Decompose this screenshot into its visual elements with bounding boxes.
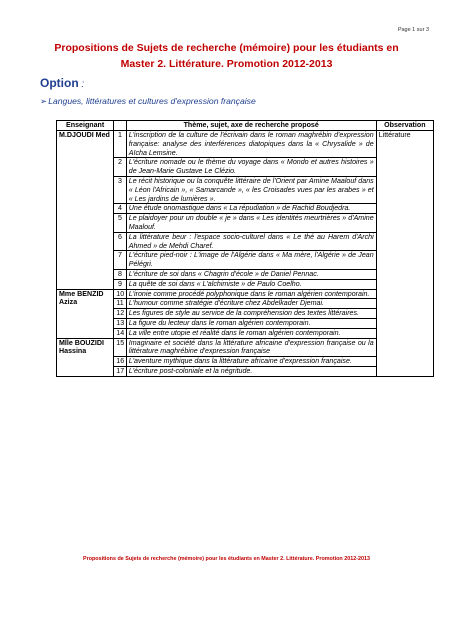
row-theme: L'aventure mythique dans la littérature africaine d'expression française. [126, 357, 376, 367]
row-theme: La ville entre utopie et réalité dans le roman algérien contemporain. [126, 328, 376, 338]
document-title [20, 40, 433, 72]
option-subtitle [40, 96, 256, 107]
row-theme: L'écriture de soi dans « Chagrin d'école » de Daniel Pennac. [126, 269, 376, 279]
option-subtitle-text: Langues, littératures et cultures d'expression française [48, 96, 256, 106]
row-theme: L'écriture nomade ou le thème du voyage dans « Mondo et autres histoires » de Jean-Marie Gustave Le Clézio. [126, 158, 376, 177]
row-theme: L'humour comme stratégie d'écriture chez Abdelkader Djemai. [126, 299, 376, 309]
row-theme: L'inscription de la culture de l'écrivain dans le roman maghrébin d'expression française: analyse des interférences diatopiques dans la « Chrysalide » de Aïcha Lemsine. [126, 131, 376, 158]
subjects-table [56, 120, 434, 377]
table-header-row [57, 121, 434, 131]
table-row [57, 131, 434, 158]
row-number: 16 [114, 357, 126, 367]
row-number: 7 [114, 251, 126, 270]
row-theme: L'écriture pied-noir : L'image de l'Algérie dans « Ma mère, l'Algérie » de Jean Pélégri. [126, 251, 376, 270]
header-num [114, 121, 126, 131]
row-number: 4 [114, 204, 126, 214]
row-theme: La littérature beur : l'espace socio-culturel dans « Le thé au Harem d'Archi Ahmed » de Mehdi Charef. [126, 232, 376, 251]
row-number: 2 [114, 158, 126, 177]
row-number: 12 [114, 309, 126, 319]
header-teacher: Enseignant [57, 121, 114, 131]
title-line-1: Propositions de Sujets de recherche (mémoire) pour les étudiants en [54, 42, 399, 54]
row-number: 11 [114, 299, 126, 309]
row-theme: Les figures de style au service de la compréhension des textes littéraires. [126, 309, 376, 319]
option-colon: : [78, 79, 85, 90]
row-theme: L'ironie comme procédé polyphonique dans le roman algérien contemporain. [126, 289, 376, 299]
row-theme: La quête de soi dans « L'alchimiste » de Paulo Coelho. [126, 279, 376, 289]
row-theme: Le plaidoyer pour un double « je » dans « Les identités meurtrières » d'Amine Maalouf. [126, 214, 376, 233]
row-theme: L'écriture post-coloniale et la négritude. [126, 366, 376, 376]
row-number: 14 [114, 328, 126, 338]
option-label: Option [40, 76, 79, 90]
row-number: 10 [114, 289, 126, 299]
header-observation: Observation [376, 121, 433, 131]
teacher-cell: Mlle BOUZIDI Hassina [57, 338, 114, 376]
row-number: 17 [114, 366, 126, 376]
teacher-cell: M.DJOUDI Med [57, 131, 114, 290]
header-theme: Thème, sujet, axe de recherche proposé [126, 121, 376, 131]
page-footer: Propositions de Sujets de recherche (mémoire) pour les étudiants en Master 2. Littérature. Promotion 2012-2013 [83, 556, 370, 562]
row-number: 6 [114, 232, 126, 251]
row-number: 5 [114, 214, 126, 233]
row-number: 9 [114, 279, 126, 289]
teacher-cell: Mme BENZID Aziza [57, 289, 114, 338]
row-number: 15 [114, 338, 126, 357]
title-line-2: Master 2. Littérature. Promotion 2012-2013 [120, 58, 333, 70]
row-theme: Le récit historique ou la conquête littéraire de l'Orient par Amine Maalouf dans « Léon l'Africain », « Samarcande », « les Croisades vues par les arabes » et « Les jardins de lumières ». [126, 176, 376, 203]
row-theme: La figure du lecteur dans le roman algérien contemporain. [126, 318, 376, 328]
row-number: 8 [114, 269, 126, 279]
observation-cell: Littérature [376, 131, 433, 377]
row-number: 1 [114, 131, 126, 158]
arrow-bullet-icon: ➢ [40, 96, 48, 106]
option-heading [40, 76, 84, 90]
row-theme: Imaginaire et société dans la littérature africaine d'expression française ou la littérature maghrébine d'expression française [126, 338, 376, 357]
row-number: 3 [114, 176, 126, 203]
page-number: Page 1 sur 3 [397, 27, 429, 33]
row-number: 13 [114, 318, 126, 328]
row-theme: Une étude onomastique dans « La répudiation » de Rachid Boudjedra. [126, 204, 376, 214]
